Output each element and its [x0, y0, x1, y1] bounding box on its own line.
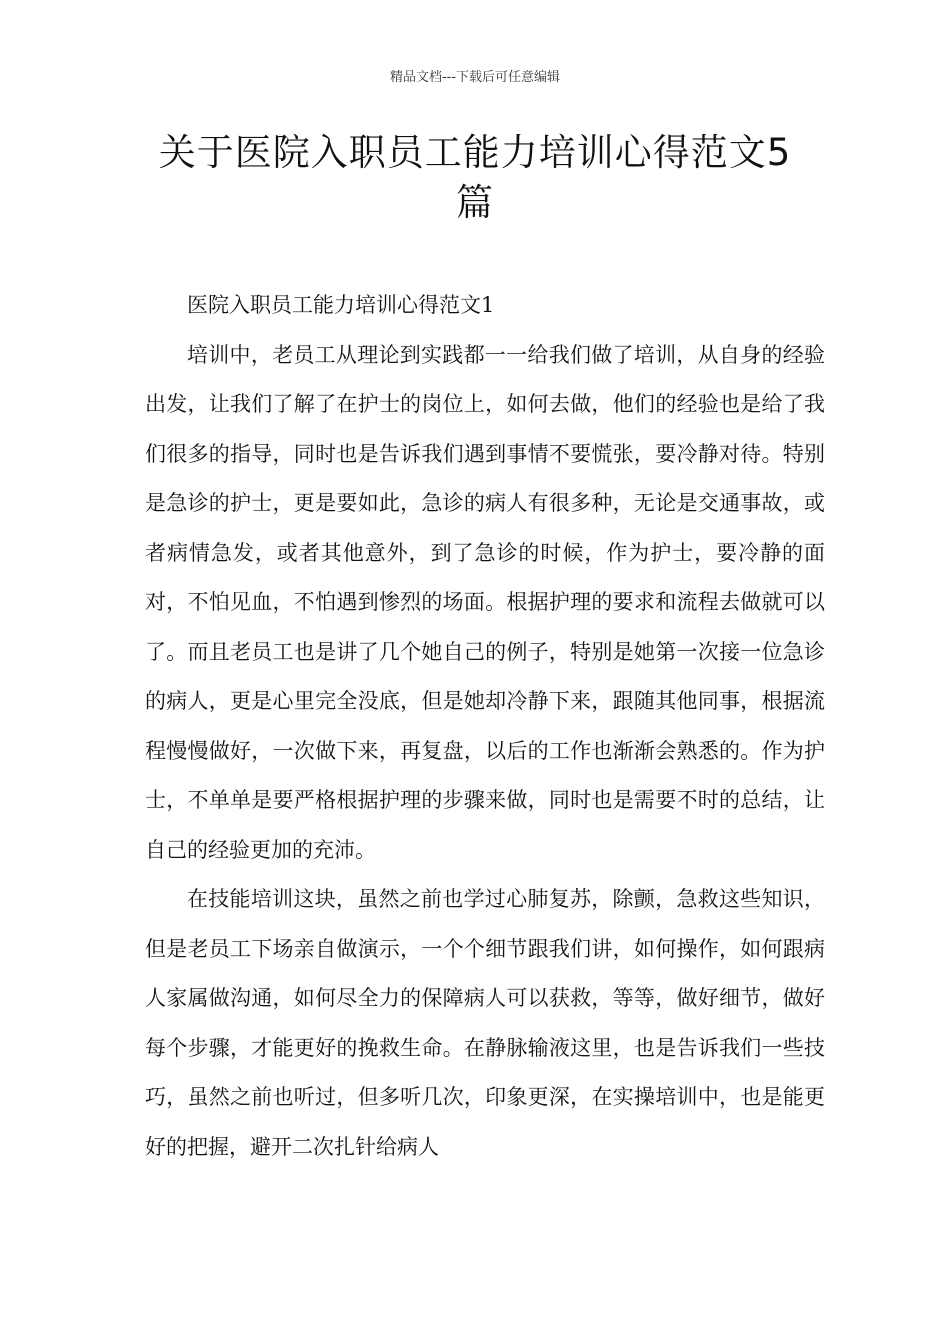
document-title: 关于医院入职员工能力培训心得范文5篇: [158, 131, 792, 224]
document-body: [145, 281, 825, 1172]
body-paragraph: 培训中，老员工从理论到实践都一一给我们做了培训，从自身的经验出发，让我们了解了在护士的岗位上，如何去做，他们的经验也是给了我们很多的指导，同时也是告诉我们遇到事情不要慌张，要冷静对待。特别是急诊的护士，更是要如此，急诊的病人有很多种，无论是交通事故，或者病情急发，或者其他意外，到了急诊的时候，作为护士，要冷静的面对，不怕见血，不怕遇到惨烈的场面。根据护理的要求和流程去做就可以了。而且老员工也是讲了几个她自己的例子，特别是她第一次接一位急诊的病人，更是心里完全没底，但是她却冷静下来，跟随其他同事，根据流程慢慢做好，一次做下来，再复盘，以后的工作也渐渐会熟悉的。作为护士，不单单是要严格根据护理的步骤来做，同时也是需要不时的总结，让自己的经验更加的充沛。: [145, 342, 825, 862]
section-heading: 医院入职员工能力培训心得范文1: [187, 293, 495, 317]
body-paragraph: 在技能培训这块，虽然之前也学过心肺复苏，除颤，急救这些知识，但是老员工下场亲自做演示，一个个细节跟我们讲，如何操作，如何跟病人家属做沟通，如何尽全力的保障病人可以获救，等等，做好细节，做好每个步骤，才能更好的挽救生命。在静脉输液这里，也是告诉我们一些技巧，虽然之前也听过，但多听几次，印象更深，在实操培训中，也是能更好的把握，避开二次扎针给病人: [145, 887, 825, 1159]
page-header-note: 精品文档---下载后可任意编辑: [389, 70, 561, 85]
